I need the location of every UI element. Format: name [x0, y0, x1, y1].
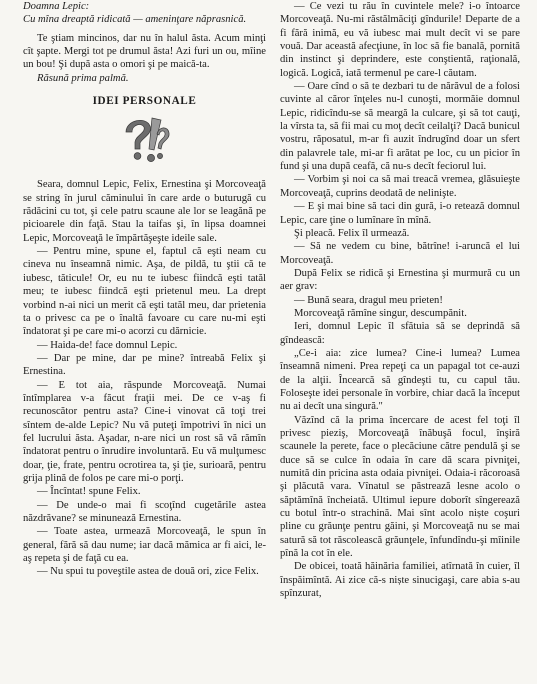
right-paragraph-2: — Oare cînd o să te dezbari tu de nărăvul de a folosi cuvinte al căror înţeles nu-l cunoşti, mormăie domnul Lepic, ridicîndu-se să meargă la culcare, şi să tot cauţi, la vîrsta ta, să fii mai cu moţ decît ceilalţi? Dacă bunicul vostru, răposatul, m-ar fi auzit îndrugînd doar un sfert din palavrele tale, mi-ar fi arătat pe loc, cu un picior în fund şi una după ceafă, că nu-s decît feciorul lui.: [280, 81, 520, 173]
right-paragraph-10: Ieri, domnul Lepic îl sfătuia să se deprindă să gîndească:: [280, 321, 520, 346]
question-exclamation-ornament: [116, 112, 174, 170]
right-paragraph-7: După Felix se ridică şi Ernestina şi murmură cu un aer grav:: [280, 267, 520, 293]
right-column: [280, 0, 520, 600]
left-paragraph-3: — Haida-de! face domnul Lepic.: [37, 339, 178, 351]
left-paragraph-5: — E tot aia, răspunde Morcoveaţă. Numai întîmplarea v-a făcut fraţii mei. De ce v-aş fi recunoscător pentru asta? Cine-i vinovat că toţi trei sîntem de-alde Lepic? Nu vă puteţi împotrivi în nici un fel lucrului ăsta. Aşadar, n-are nici un rost să vă rămîn îndatorat pentru o înrudire involuntară. Eu vă mulţumesc doar, ţie, frate, pentru ocrotirea ta, şi ţie, surioară, pentru grija plină de folos pe care mi-o porţi.: [23, 379, 266, 484]
left-column: [23, 0, 266, 579]
left-paragraph-7: — De unde-o mai fi scoţînd cugetările astea năzdrăvane? se minunează Ernestina.: [23, 499, 266, 524]
right-paragraph-9: Morcoveaţă rămîne singur, descumpănit.: [294, 307, 467, 319]
left-paragraph-2: — Pentru mine, spune el, faptul că eşti neam cu cineva nu înseamnă nimic. Aşa, de pildă, tu ştii că te iubesc, tăticule! Or, eu nu te iubesc fiindcă eşti tatăl meu; te iubesc fiindcă eşti prietenul meu. La drept vorbind n-ai nici un merit că eşti tatăl meu, dar prietenia ta o privesc ca pe o înaltă favoare cu care nu-mi eşti îndatorat şi pe care mi-o acorzi cu dărnicie.: [23, 246, 266, 338]
right-paragraph-8: — Bună seara, dragul meu prieten!: [294, 294, 443, 306]
left-paragraph-4: — Dar pe mine, dar pe mine? întreabă Felix şi Ernestina.: [23, 352, 266, 378]
intro-closing-line: Răsună prima palmă.: [37, 72, 129, 84]
right-paragraph-5: Şi pleacă. Felix îl urmează.: [294, 227, 410, 239]
right-paragraph-4: — E şi mai bine să taci din gură, i-o retează domnul Lepic, care ţine o lumînare în mînă.: [280, 201, 520, 226]
left-paragraph-8: — Toate astea, urmează Morcoveaţă, le spun în general, fără să dau nume; iar dacă mămica ar fi aici, le-aş repeta şi de faţă cu ea.: [23, 526, 266, 565]
intro-stage-direction: Cu mîna dreaptă ridicată — ameninţare năprasnică.: [23, 14, 247, 26]
left-paragraph-1: Seara, domnul Lepic, Felix, Ernestina şi Morcoveaţă se string în jurul căminului în care arde o buturugă cu rădăcini cu tot, şi cele patru scaune ale lor se leagănă pe picioarele din faţă. Stau la taifas şi, în lipsa doamnei Lepic, Morcoveaţă le împărtăşeşte ideile sale.: [23, 179, 266, 244]
right-paragraph-1: — Ce vezi tu rău în cuvintele mele? i-o întoarce Morcoveaţă. Nu-mi răstălmăciţi gîndurile! Departe de a fi fără inimă, eu vă iubesc mai mult decît vi se pare vouă. Dar această afecţiune, în loc să fie banală, pornită din instinct şi deprindere, este conştientă, raţională, logică. Logică, iată termenul pe care-l căutam.: [280, 1, 520, 79]
intro-speaker: Doamna Lepic:: [23, 1, 90, 12]
right-paragraph-3: — Vorbim şi noi ca să mai treacă vremea, glăsuieşte Morcoveaţă, cuprins deodată de nelinişte.: [280, 174, 520, 199]
right-paragraph-12: Văzînd că la prima încercare de acest fel toţi îl privesc pieziş, Morcoveaţă înăbuşă focul, înşiră scaunele la perete, face o plecăciune către pendulă şi se duce să se culce în odaia în care dă scara pivniţei, numită din pricina asta odaia pivniţei. Odaia-i răcoroasă şi plăcută vara. Vînatul se păstrează lesne acolo o săptămînă încheiată. Ultimul iepure doborît sîngerează cu botul într-o strachină. Mai sînt acolo niște coşuri pline cu grăunţe pentru găini, şi Morcoveaţă nu se mai satură să tot răscolească grăunţele, înfundîndu-şi mîinile pînă la cot în ele.: [280, 414, 520, 560]
right-paragraph-11: „Ce-i aia: zice lumea? Cine-i lumea? Lumea înseamnă nimeni. Prea repeţi ca un papagal tot ce-auzi de la alţii. Încearcă să gîndeşti tu, cu capul tău. Foloseşte idei personale în vorbire, chiar dacă la început nu ai decît una singură.": [280, 347, 520, 413]
left-paragraph-6: — Încîntat! spune Felix.: [37, 486, 141, 498]
chapter-heading: IDEI PERSONALE: [92, 95, 197, 108]
right-paragraph-13: De obicei, toată hăinăria familiei, atîrnată în cuier, îl înspăimîntă. Ai zice că-s niște sinucigaşi, care abia s-au spînzurat,: [280, 561, 520, 600]
right-paragraph-6: — Să ne vedem cu bine, bătrîne! i-aruncă el lui Morcoveaţă.: [280, 241, 520, 266]
left-paragraph-9: — Nu spui tu poveştile astea de două ori, zice Felix.: [37, 566, 259, 578]
intro-speech: Te ştiam mincinos, dar nu în halul ăsta. Acum minţi cît şapte. Mergi tot pe drumul ăsta! Azi furi un ou, mîine un bou! Şi după asta o omori şi pe maică-ta.: [23, 32, 266, 71]
